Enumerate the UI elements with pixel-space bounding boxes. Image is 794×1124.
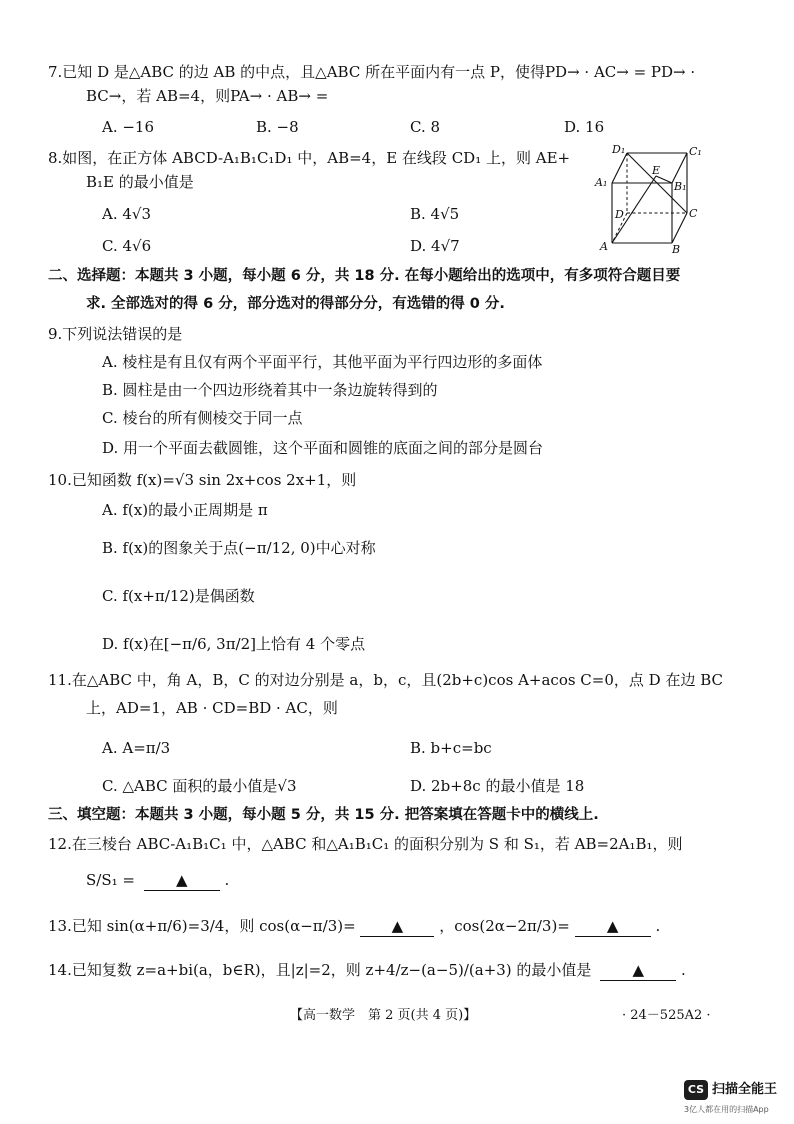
q14-line (48, 960, 686, 981)
q11-stem-line1: 11.在△ABC 中，角 A，B，C 的对边分别是 a，b，c，且(2b+c)cos A+acos C=0，点 D 在边 BC (48, 671, 724, 689)
label-b1: B₁ (674, 180, 687, 193)
scanner-brand-name: 扫描全能王 (712, 1082, 778, 1097)
q14-end: . (681, 961, 686, 979)
scanner-logo-icon (684, 1080, 708, 1100)
q9-stem: 9.下列说法错误的是 (48, 325, 183, 343)
q12-stem-line1: 12.在三棱台 ABC-A₁B₁C₁ 中，△ABC 和△A₁B₁C₁ 的面积分别为 S 和 S₁，若 AB=2A₁B₁，则 (48, 835, 683, 853)
q11-option-b: B. b+c=bc (410, 739, 492, 757)
q10-option-b: B. f(x)的图象关于点(−π/12, 0)中心对称 (102, 539, 376, 557)
q8-option-d: D. 4√7 (410, 237, 460, 255)
q13-blank-marker-1: ▲ (391, 917, 404, 935)
scanner-logo-text: CS (687, 1083, 705, 1096)
q13-blank-marker-2: ▲ (606, 917, 619, 935)
q7-option-b: B. −8 (256, 118, 299, 136)
q8-option-b: B. 4√5 (410, 205, 460, 223)
q11-option-d: D. 2b+8c 的最小值是 18 (410, 777, 585, 795)
q10-option-d: D. f(x)在[−π/6, 3π/2]上恰有 4 个零点 (102, 635, 366, 653)
q13-stem: 13.已知 sin(α+π/6)=3/4，则 cos(α−π/3)= (48, 917, 356, 935)
q12-end: . (224, 871, 230, 889)
q8-option-c: C. 4√6 (102, 237, 152, 255)
q13-line (48, 916, 660, 937)
label-b: B (672, 243, 681, 256)
q12-blank-marker: ▲ (175, 871, 188, 889)
q8-stem-line1: 8.如图，在正方体 ABCD-A₁B₁C₁D₁ 中，AB=4，E 在线段 CD₁ 上，则 AE+ (48, 149, 571, 167)
cube-figure (590, 138, 710, 258)
q9-option-c: C. 棱台的所有侧棱交于同一点 (102, 409, 303, 427)
q8-option-a: A. 4√3 (102, 205, 152, 223)
label-c: C (689, 207, 698, 220)
q13-answer-blank-2 (575, 916, 651, 937)
q7-stem-line2: BC→，若 AB=4，则PA→ · AB→ = (86, 87, 329, 105)
q7-option-a: A. −16 (102, 118, 155, 136)
label-a: A (600, 240, 608, 253)
q9-option-a: A. 棱柱是有且仅有两个平面平行，其他平面为平行四边形的多面体 (102, 353, 543, 371)
q14-stem: 14.已知复数 z=a+bi(a，b∈R)，且|z|=2，则 z+4/z−(a−5)/(a+3) 的最小值是 (48, 961, 592, 979)
q12-fraction: S/S₁ = (86, 871, 135, 889)
q7-stem-line1: 7.已知 D 是△ABC 的边 AB 的中点，且△ABC 所在平面内有一点 P，使得PD→ · AC→ = PD→ · (48, 63, 696, 81)
q10-option-c: C. f(x+π/12)是偶函数 (102, 587, 255, 605)
q13-answer-blank-1 (360, 916, 434, 937)
q14-answer-blank (600, 960, 676, 981)
q12-answer-blank (144, 870, 220, 891)
q14-blank-marker: ▲ (632, 961, 644, 979)
q8-stem-line2: B₁E 的最小值是 (86, 173, 194, 191)
q9-option-d: D. 用一个平面去截圆锥，这个平面和圆锥的底面之间的部分是圆台 (102, 439, 544, 457)
scanner-tagline: 3亿人都在用的扫描App (684, 1105, 769, 1114)
q11-stem-line2: 上，AD=1，AB · CD=BD · AC，则 (86, 699, 338, 717)
label-e: E (652, 164, 661, 177)
section3-heading: 三、填空题：本题共 3 小题，每小题 5 分，共 15 分. 把答案填在答题卡中的横线上. (48, 807, 599, 823)
q10-option-a: A. f(x)的最小正周期是 π (102, 501, 268, 519)
section2-heading-line2: 求. 全部选对的得 6 分，部分选对的得部分分，有选错的得 0 分. (86, 296, 505, 312)
label-c1: C₁ (689, 145, 702, 158)
q13-end: . (655, 917, 661, 935)
label-d1: D₁ (612, 143, 626, 156)
label-a1: A₁ (595, 176, 608, 189)
label-d: D (615, 208, 624, 221)
q12-stem-line2 (86, 870, 229, 891)
q9-option-b: B. 圆柱是由一个四边形绕着其中一条边旋转得到的 (102, 381, 438, 399)
q7-option-c: C. 8 (410, 118, 441, 136)
section2-heading-line1: 二、选择题：本题共 3 小题，每小题 6 分，共 18 分. 在每小题给出的选项中，有多项符合题目要 (48, 268, 681, 284)
q11-option-a: A. A=π/3 (102, 739, 171, 757)
q7-option-d: D. 16 (564, 118, 605, 136)
q11-option-c: C. △ABC 面积的最小值是√3 (102, 777, 297, 795)
q13-mid: ，cos(2α−2π/3)= (439, 917, 570, 935)
page-footer-code: · 24－525A2 · (622, 1008, 711, 1023)
q10-stem: 10.已知函数 f(x)=√3 sin 2x+cos 2x+1，则 (48, 471, 357, 489)
page-footer-center: 【高一数学 第 2 页(共 4 页)】 (290, 1008, 477, 1023)
